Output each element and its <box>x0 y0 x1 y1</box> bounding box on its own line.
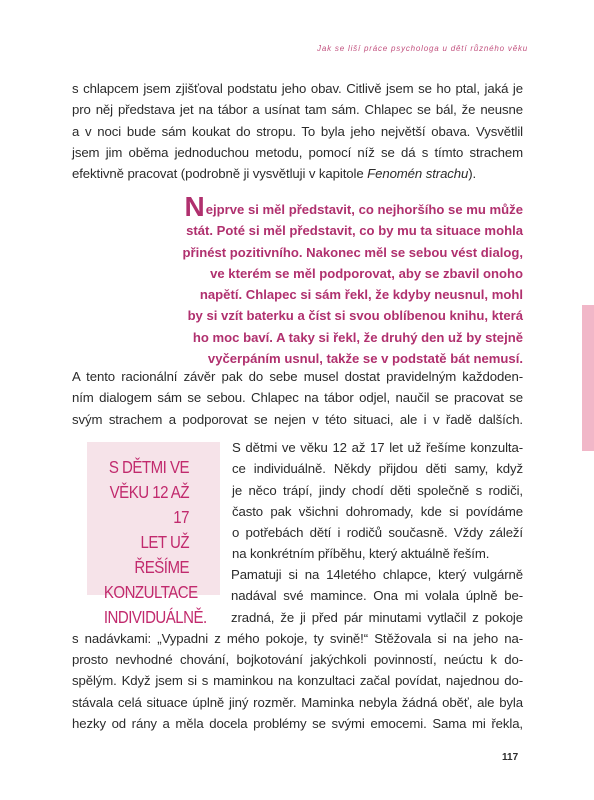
paragraph-intro <box>72 78 523 184</box>
text-line: s nadávkami: „Vypadni z mého pokoje, ty svině!“ Stěžovala si na jeho na- <box>72 630 523 646</box>
highlighted-quote <box>150 191 523 369</box>
text-fragment: efektivně pracovat (podrobně ji vysvětluji v kapitole <box>72 166 368 182</box>
text-line: na konkrétním příběhu, který aktuálně řeším. <box>232 546 490 562</box>
text-line: nadával své mamince. Ona mi volala úplně be- <box>231 588 523 604</box>
quote-text: ejprve si měl představit, co nejhoršího se mu může <box>205 202 523 217</box>
text-line: ce individuálně. Někdy přijdou děti samy, když <box>232 461 523 477</box>
pull-quote-line: KONZULTACE <box>103 582 198 602</box>
chapter-reference: Fenomén strachu <box>367 166 469 182</box>
paragraph-case-story <box>72 564 523 734</box>
text-line: jsem jim oběma jednoduchou metodu, pomocí níž se dá s tímto strachem <box>72 144 523 160</box>
quote-line <box>150 191 523 222</box>
text-line: a v noci bude sám koukat do stropu. To byla jeho největší obava. Vysvětlil <box>72 123 523 139</box>
pull-quote-line: INDIVIDUÁLNĚ. <box>103 607 207 627</box>
chapter-side-tab <box>582 305 594 451</box>
text-line: A tento racionální závěr pak do sebe musel dostat pravidelným každoden- <box>72 369 523 384</box>
pull-quote-line: VĚKU 12 AŽ 17 <box>109 482 189 527</box>
paragraph-conclusion <box>72 366 523 430</box>
quote-line: vyčerpáním usnul, takže se v podstatě bát nemusí. <box>207 351 523 367</box>
quote-line: by si vzít baterku a číst si svou oblíbenou knihu, která <box>187 308 523 324</box>
quote-line: ho moc baví. A taky si řekl, že druhý den už by stejně <box>192 329 523 345</box>
drop-cap: N <box>184 191 205 222</box>
paragraph-teen-consultations <box>232 437 523 565</box>
text-line: spělým. Když jsem si s maminkou na konzultaci začal povídat, najednou do- <box>72 673 523 689</box>
quote-line: napětí. Chlapec si sám řekl, že kdyby neusnul, mohl <box>199 287 523 303</box>
pull-quote-line: S DĚTMI VE <box>108 457 189 477</box>
text-line: pro něj představa jet na tábor a usínat tam sám. Chlapec se bál, že neusne <box>72 102 523 118</box>
text-line: o potřebách dětí i rodičů současně. Vždy záleží <box>232 525 523 541</box>
text-fragment: ). <box>468 166 477 182</box>
running-header: Jak se liší práce psychologa u dětí různého věku <box>317 44 528 53</box>
quote-line: stát. Poté si měl představit, co by mu ta situace mohla <box>186 223 523 239</box>
text-line <box>72 163 523 184</box>
quote-line: přinést pozitivního. Nakonec měl se sebou vést dialog, <box>182 244 523 260</box>
text-line: S dětmi ve věku 12 až 17 let už řešíme konzulta- <box>232 440 523 455</box>
text-line: stávala celá situace úplně jiný rozměr. Maminka nebyla žádná oběť, ale byla <box>72 694 523 710</box>
text-line: často pak všichni dohromady, kde si povídáme <box>232 503 523 519</box>
text-line: zradná, že ji před pár minutami vytlačil z pokoje <box>231 609 523 625</box>
pull-quote-line: LET UŽ ŘEŠÍME <box>134 532 189 577</box>
text-line: Pamatuji si na 14letého chlapce, který vulgárně <box>231 567 523 582</box>
text-line: hezky od rány a měla docela problémy se svými emocemi. Sama mi řekla, <box>72 716 523 732</box>
text-line: svým strachem a podporovat se nejen v této situaci, ale i v řadě dalších. <box>72 411 523 427</box>
text-line: je něco trápí, jindy chodí děti společně s rodiči, <box>232 482 523 498</box>
quote-line: ve kterém se měl podporovat, aby se zbavil onoho <box>210 265 523 281</box>
page-number: 117 <box>502 752 519 763</box>
text-line: s chlapcem jsem zjišťoval podstatu jeho obav. Citlivě jsem se ho ptal, jaká je <box>72 81 523 96</box>
text-line: ním dialogem sám se sebou. Chlapec na tábor odjel, naučil se pracovat se <box>72 390 523 406</box>
text-line: prosto nevhodné chování, bojkotování jakýchkoli povinností, neúctu k do- <box>72 652 523 668</box>
